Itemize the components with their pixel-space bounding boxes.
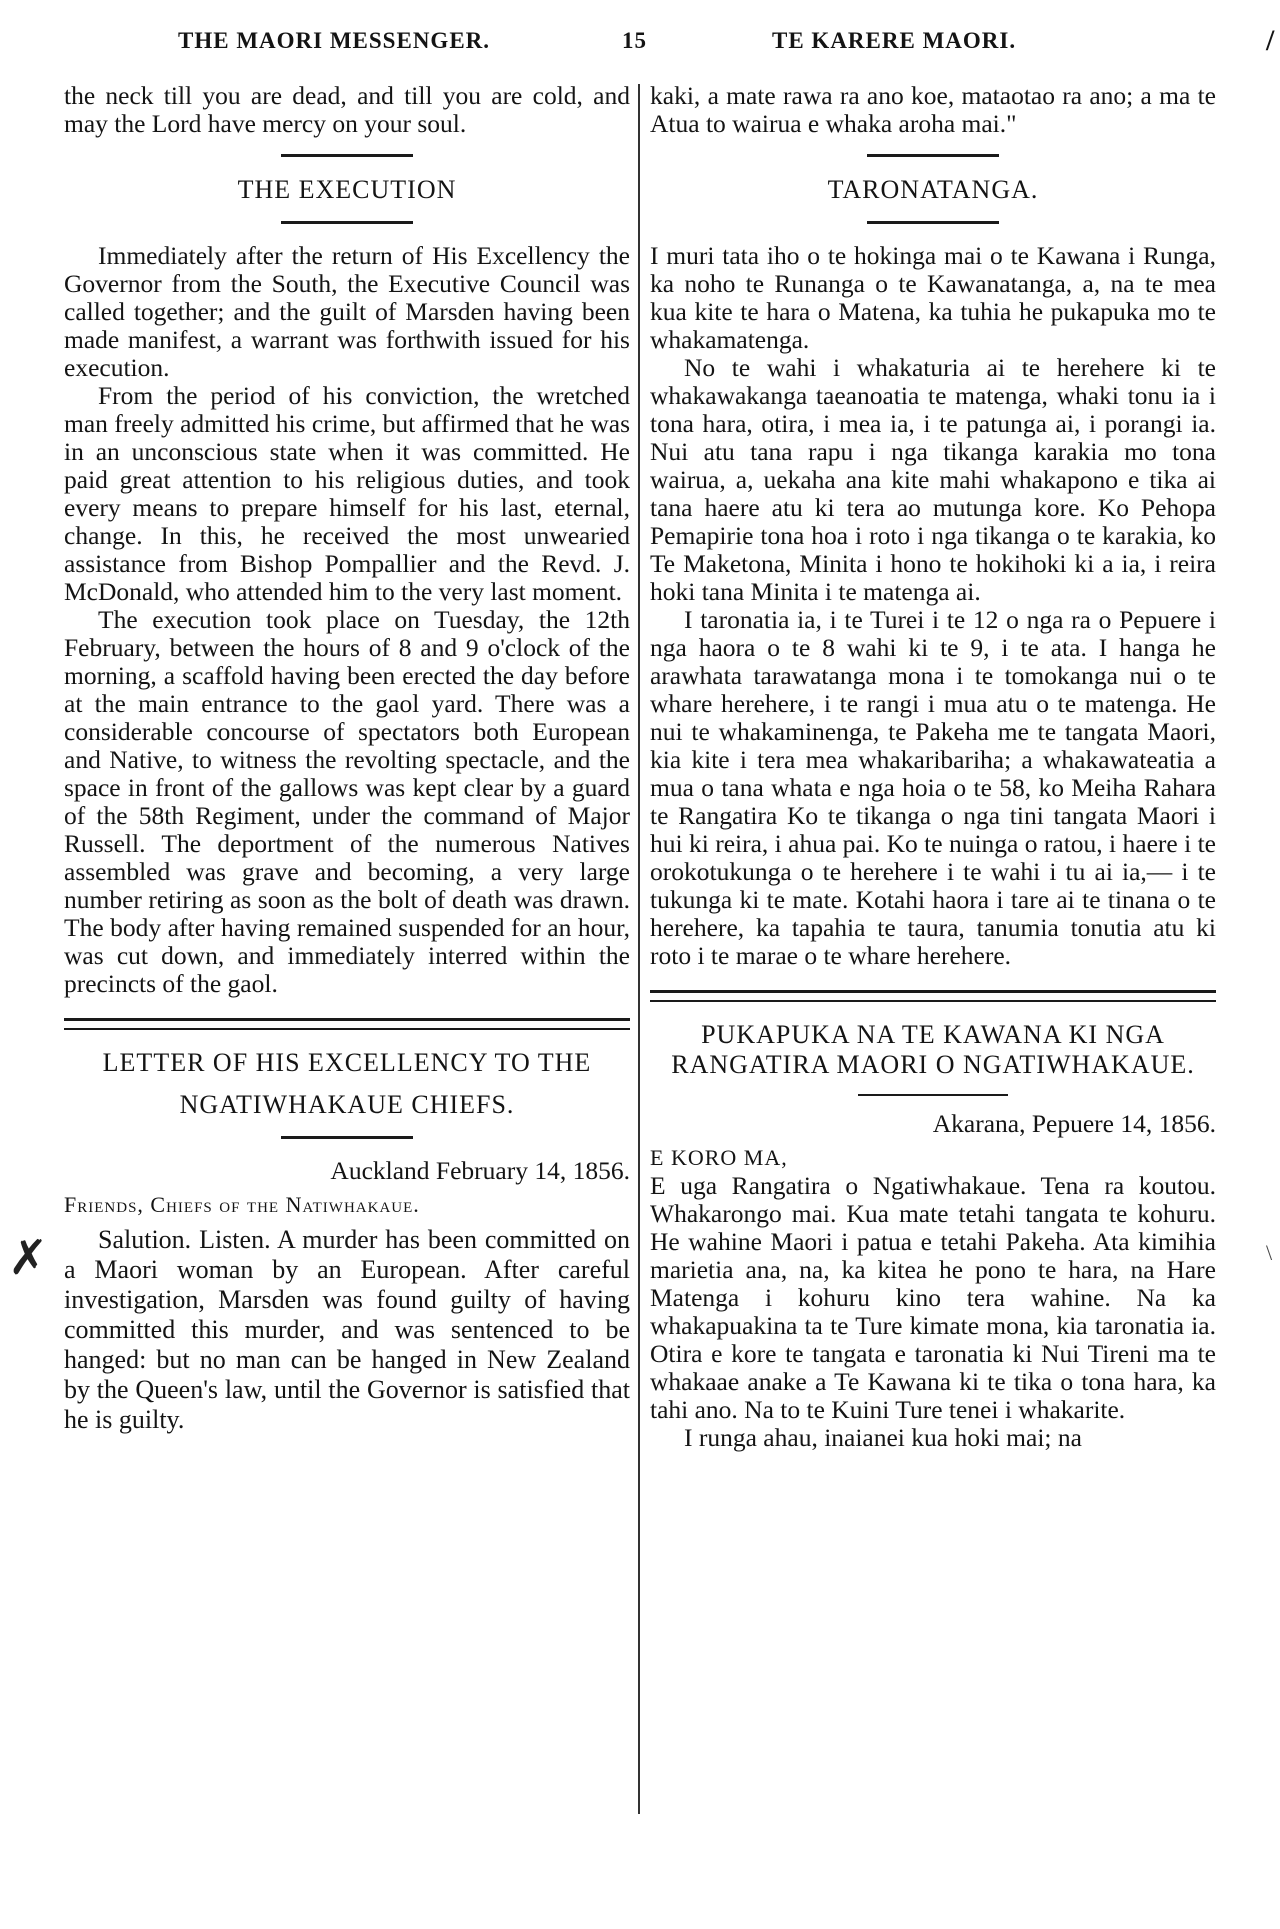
section-rule [867,221,999,224]
taronatanga-paragraph-1: I muri tata iho o te hokinga mai o te Kawana i Runga, ka noho te Runanga o te Kawanatanga, a, na te mea kua kite te hara o Matena, ka tuhia he pukapuka mo te whakamatenga. [650,241,1216,354]
section-rule [281,154,413,157]
header-maori-title: TE KARERE MAORI. [772,28,1017,53]
margin-x-mark-icon: ✗ [8,1230,49,1286]
letter-heading-line-2: NGATIWHAKAUE CHIEFS. [179,1090,515,1119]
letter-date: Auckland February 14, 1856. [330,1156,630,1185]
taronatanga-paragraph-3: I taronatia ia, i te Turei i te 12 o nga ra o Pepuere i nga haora o te 8 wahi ki te 9, i te ata. I hanga he arawhata tarawatanga mona i te tomokanga nui o te whare herehere, i te rangi i mua atu o te matenga. He nui te whakaminenga, te Pakeha me te tangata Maori, kia kite i tera mea whakaribariha; a whakawateatia a mua o tana whata e nga hoia o te 58, ko Meiha Rahara te Rangatira Ko te tikanga o nga tini tangata Maori i hui ki reira, i ahua pai. Ko te nuinga o ratou, i haere i te orokotukunga o te herehere i te wahi i tu ai ia,— i te tukunga ki te mate. Kotahi haora i tare ai te tinana o te herehere, ka tapahia te taura, tanumia tonutia atu ki roto i te marae o te whare herehere. [650,605,1216,970]
page-number: 15 [622,28,647,53]
letter-heading-line-1: LETTER OF HIS EXCELLENCY TO THE [102,1048,592,1077]
section-rule [281,221,413,224]
continuation-text: the neck till you are dead, and till you are cold, and may the Lord have mercy on your soul. [64,81,630,138]
margin-mark-icon: / [1266,24,1275,57]
page-header [60,22,1220,62]
letter-body: Salution. Listen. A murder has been committed on a Maori woman by an European. After careful investigation, Marsden was found guilty of having committed this murder, and was sentenced to be hanged: but no man can be hanged in New Zealand by the Queen's law, until the Governor is satisfied that he is guilty. [64,1225,630,1434]
execution-paragraph-1: Immediately after the return of His Excellency the Governor from the South, the Executive Council was called together; and the guilt of Marsden having been made manifest, a warrant was forthwith issued for his execution. [64,241,630,382]
letter-body: E uga Rangatira o Ngatiwhakaue. Tena ra koutou. Whakarongo mai. Kua mate tetahi tangata te kohuru. He wahine Maori i patua e tetahi Pakeha. Ata kimihia marietia ana, na, ka kitea he pono te hara, na Hare Matenga i kohuru kino tera wahine. Na ka whakapuakina ta te Ture kimate mona, kia taronatia ia. Otira e kore te tangata e taronatia ki Nui Tireni ma te whakaae anake a Te Kawana ki te tika o tona hara, ka tahi ano. Na to te Kuini Ture tenei i whakarite. [650,1171,1216,1424]
letter-salutation: Friends, Chiefs of the Natiwhakaue. [64,1192,420,1217]
letter-salutation: E KORO MA, [650,1145,788,1170]
execution-paragraph-2: From the period of his conviction, the wretched man freely admitted his crime, but affirmed that he was in an unconscious state when it was committed. He paid great attention to his religious duties, and took every means to prepare himself for his last, eternal, change. In this, he received the most unwearied assistance from Bishop Pompallier and the Revd. J. McDonald, who attended him to the very last moment. [64,381,631,606]
margin-tick-icon: \ [1266,1240,1273,1265]
section-double-rule [64,1018,630,1030]
letter-date: Akarana, Pepuere 14, 1856. [932,1109,1216,1138]
execution-heading: THE EXECUTION [237,175,457,204]
section-rule [858,1094,1008,1096]
section-double-rule [650,990,1216,1002]
pukapuka-heading: PUKAPUKA NA TE KAWANA KI NGA RANGATIRA MAORI O NGATIWHAKAUE. [671,1020,1195,1079]
taronatanga-heading: TARONATANGA. [827,175,1039,204]
taronatanga-paragraph-2: No te wahi i whakaturia ai te herehere ki te whakawakanga taeanoatia te matenga, whaki tonu ia i tona hara, otira, i mea ia, i te patunga ai, i porangi ia. Nui atu tana rapu i nga tikanga karakia mo tona wairua, a, uekaha ana kite mahi whakapono e tika ai tana haere atu ki tera ao mutunga kore. Ko Pehopa Pemapirie tona hoa i roto i nga tikanga o te karakia, ko Te Maketona, Minita i hono te hokihoki ki a ia, i reira hoki tana Minita i te matenga ai. [650,353,1216,606]
column-divider [638,84,640,1814]
maori-column [650,82,1216,1452]
english-column [64,82,630,1435]
continuation-text: kaki, a mate rawa ra ano koe, mataotao ra ano; a ma te Atua to wairua e whaka aroha mai." [650,81,1216,138]
execution-paragraph-3: The execution took place on Tuesday, the 12th February, between the hours of 8 and 9 o'clock of the morning, a scaffold having been erected the day before at the main entrance to the gaol yard. There was a considerable concourse of spectators both European and Native, to witness the revolting spectacle, and the space in front of the gallows was kept clear by a guard of the 58th Regiment, under the command of Major Russell. The deportment of the numerous Natives assembled was grave and becoming, a very large number retiring as soon as the bolt of death was drawn. The body after having remained suspended for an hour, was cut down, and immediately interred within the precincts of the gaol. [64,605,630,998]
section-rule [867,154,999,157]
letter-last-line: I runga ahau, inaianei kua hoki mai; na [684,1423,1082,1452]
header-english-title: THE MAORI MESSENGER. [178,28,491,53]
section-rule [281,1136,413,1139]
